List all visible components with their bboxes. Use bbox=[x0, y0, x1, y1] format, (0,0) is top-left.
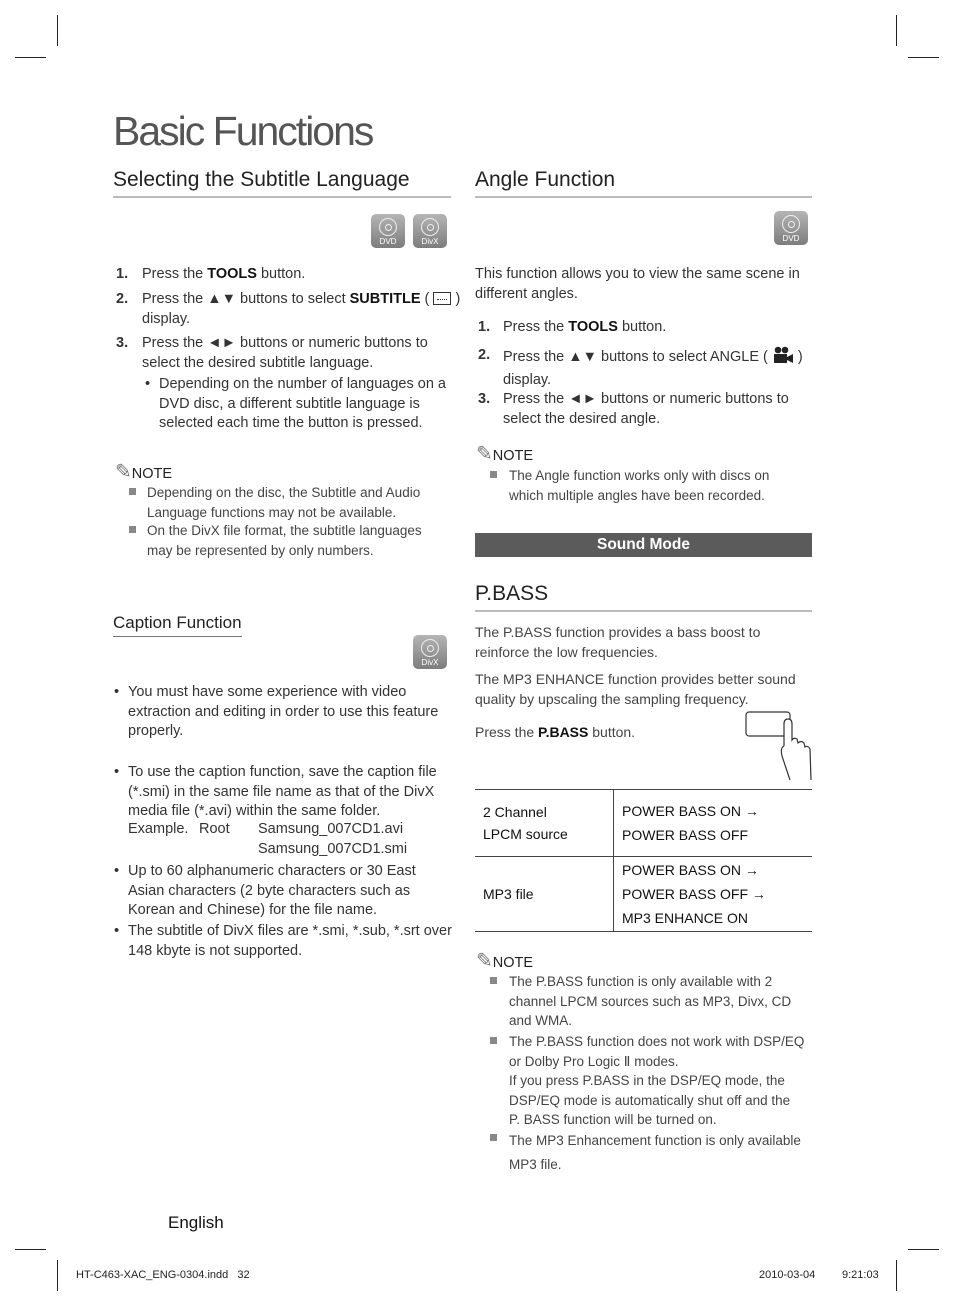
subtitle-note-1: Depending on the disc, the Subtitle and Audio Language functions may not be available. bbox=[147, 485, 421, 520]
pencil-icon: ✎ bbox=[115, 461, 132, 483]
crop-mark bbox=[908, 57, 939, 58]
subtitle-section-title: Selecting the Subtitle Language bbox=[113, 168, 451, 198]
footer-time: 9:21:03 bbox=[842, 1269, 879, 1281]
crop-mark bbox=[15, 1249, 46, 1250]
footer-file-name: HT-C463-XAC_ENG-0304.indd 32 bbox=[76, 1269, 250, 1281]
divx-disc-icon: DivX bbox=[413, 214, 447, 248]
pencil-icon: ✎ bbox=[476, 443, 493, 465]
caption-example-file-smi: Samsung_007CD1.smi bbox=[258, 841, 408, 857]
step-number: 3. bbox=[478, 391, 491, 407]
camera-angle-icon bbox=[772, 346, 794, 371]
sound-mode-band: Sound Mode bbox=[475, 533, 812, 557]
caption-bullet-2: • To use the caption function, save the caption file (*.smi) in the same file name as that of the DivX media file (*.avi) within the same folder. bbox=[128, 763, 437, 822]
footer-language: English bbox=[168, 1213, 224, 1232]
step-number: 1. bbox=[116, 266, 129, 282]
table-row bbox=[475, 857, 812, 932]
crop-mark bbox=[57, 15, 58, 46]
caption-example-label: Example. bbox=[128, 821, 189, 837]
pbass-para-2: The MP3 ENHANCE function provides better sound quality by upscaling the sampling frequency. bbox=[475, 671, 796, 707]
hand-press-button-icon bbox=[744, 710, 814, 789]
dvd-disc-icon: DVD bbox=[774, 211, 808, 245]
caption-bullet-4: • The subtitle of DivX files are *.smi, *.sub, *.srt over 148 kbyte is not supported. bbox=[128, 922, 452, 961]
subtitle-step-1: Press the TOOLS button. bbox=[142, 266, 306, 282]
table-cell-source: MP3 file bbox=[475, 857, 614, 932]
angle-step-3: Press the ◄► buttons or numeric buttons to select the desired angle. bbox=[503, 391, 789, 427]
subtitle-step-2: Press the ▲▼ buttons to select SUBTITLE ( ) display. bbox=[142, 291, 461, 327]
angle-section-title: Angle Function bbox=[475, 168, 812, 198]
step-number: 2. bbox=[478, 347, 491, 363]
note-heading: ✎NOTE bbox=[115, 461, 173, 483]
crop-mark bbox=[57, 1260, 58, 1291]
angle-step-1: Press the TOOLS button. bbox=[503, 319, 667, 335]
square-bullet-icon bbox=[490, 1037, 497, 1044]
pbass-press-instruction: Press the P.BASS button. bbox=[475, 724, 636, 740]
pbass-note-2: The P.BASS function does not work with DSP/EQ or Dolby Pro Logic Ⅱ modes. If you press P.BASS in the DSP/EQ mode, the DSP/EQ mode is automatically shut off and the P. BASS function will be turned on. bbox=[509, 1034, 805, 1127]
subtitle-icon bbox=[433, 292, 451, 305]
square-bullet-icon bbox=[490, 977, 497, 984]
angle-note-1: The Angle function works only with discs on which multiple angles have been recorded. bbox=[509, 468, 770, 503]
divx-disc-icon: DivX bbox=[413, 635, 447, 669]
table-row bbox=[475, 790, 812, 857]
square-bullet-icon bbox=[129, 526, 136, 533]
caption-section-title: Caption Function bbox=[113, 613, 242, 637]
pbass-section-title: P.BASS bbox=[475, 582, 812, 612]
step-number: 3. bbox=[116, 335, 129, 351]
step-number: 2. bbox=[116, 291, 129, 307]
angle-step-2: Press the ▲▼ buttons to select ANGLE ( ) display. bbox=[503, 346, 813, 390]
caption-bullet-3: • Up to 60 alphanumeric characters or 30 East Asian characters (2 byte characters such as Korean and Chinese) for the file name. bbox=[128, 862, 416, 921]
subtitle-step-3: Press the ◄► buttons or numeric buttons to select the desired subtitle language. bbox=[142, 335, 428, 371]
footer-date: 2010-03-04 bbox=[759, 1269, 816, 1281]
subtitle-note-2: On the DivX file format, the subtitle languages may be represented by only numbers. bbox=[147, 523, 422, 558]
pbass-note-1: The P.BASS function is only available with 2 channel LPCM sources such as MP3, Divx, CD and WMA. bbox=[509, 974, 792, 1028]
table-cell-modes: POWER BASS ON → POWER BASS OFF bbox=[614, 790, 813, 857]
caption-bullet-1: • You must have some experience with video extraction and editing in order to use this feature properly. bbox=[128, 683, 438, 742]
dvd-disc-icon: DVD bbox=[371, 214, 405, 248]
step-number: 1. bbox=[478, 319, 491, 335]
crop-mark bbox=[15, 57, 46, 58]
square-bullet-icon bbox=[129, 488, 136, 495]
pbass-mode-table bbox=[475, 789, 812, 932]
caption-example-root: Root bbox=[199, 821, 230, 837]
crop-mark bbox=[896, 15, 897, 46]
pencil-icon: ✎ bbox=[476, 950, 493, 972]
table-cell-source: 2 Channel LPCM source bbox=[475, 790, 614, 857]
pbass-para-1: The P.BASS function provides a bass boost to reinforce the low frequencies. bbox=[475, 624, 761, 660]
page-title: Basic Functions bbox=[113, 108, 373, 154]
square-bullet-icon bbox=[490, 1134, 497, 1141]
table-cell-modes: POWER BASS ON → POWER BASS OFF → MP3 ENHANCE ON bbox=[614, 857, 813, 932]
crop-mark bbox=[896, 1260, 897, 1291]
pbass-note-3: The MP3 Enhancement function is only available MP3 file. bbox=[509, 1133, 801, 1172]
caption-example-file-avi: Samsung_007CD1.avi bbox=[258, 821, 404, 837]
crop-mark bbox=[908, 1249, 939, 1250]
subtitle-step-3-bullet: • Depending on the number of languages on a DVD disc, a different subtitle language is selected each time the button is pressed. bbox=[159, 375, 446, 434]
note-heading: ✎NOTE bbox=[476, 443, 534, 465]
note-heading: ✎NOTE bbox=[476, 950, 534, 972]
angle-intro: This function allows you to view the same scene in different angles. bbox=[475, 266, 800, 302]
square-bullet-icon bbox=[490, 471, 497, 478]
